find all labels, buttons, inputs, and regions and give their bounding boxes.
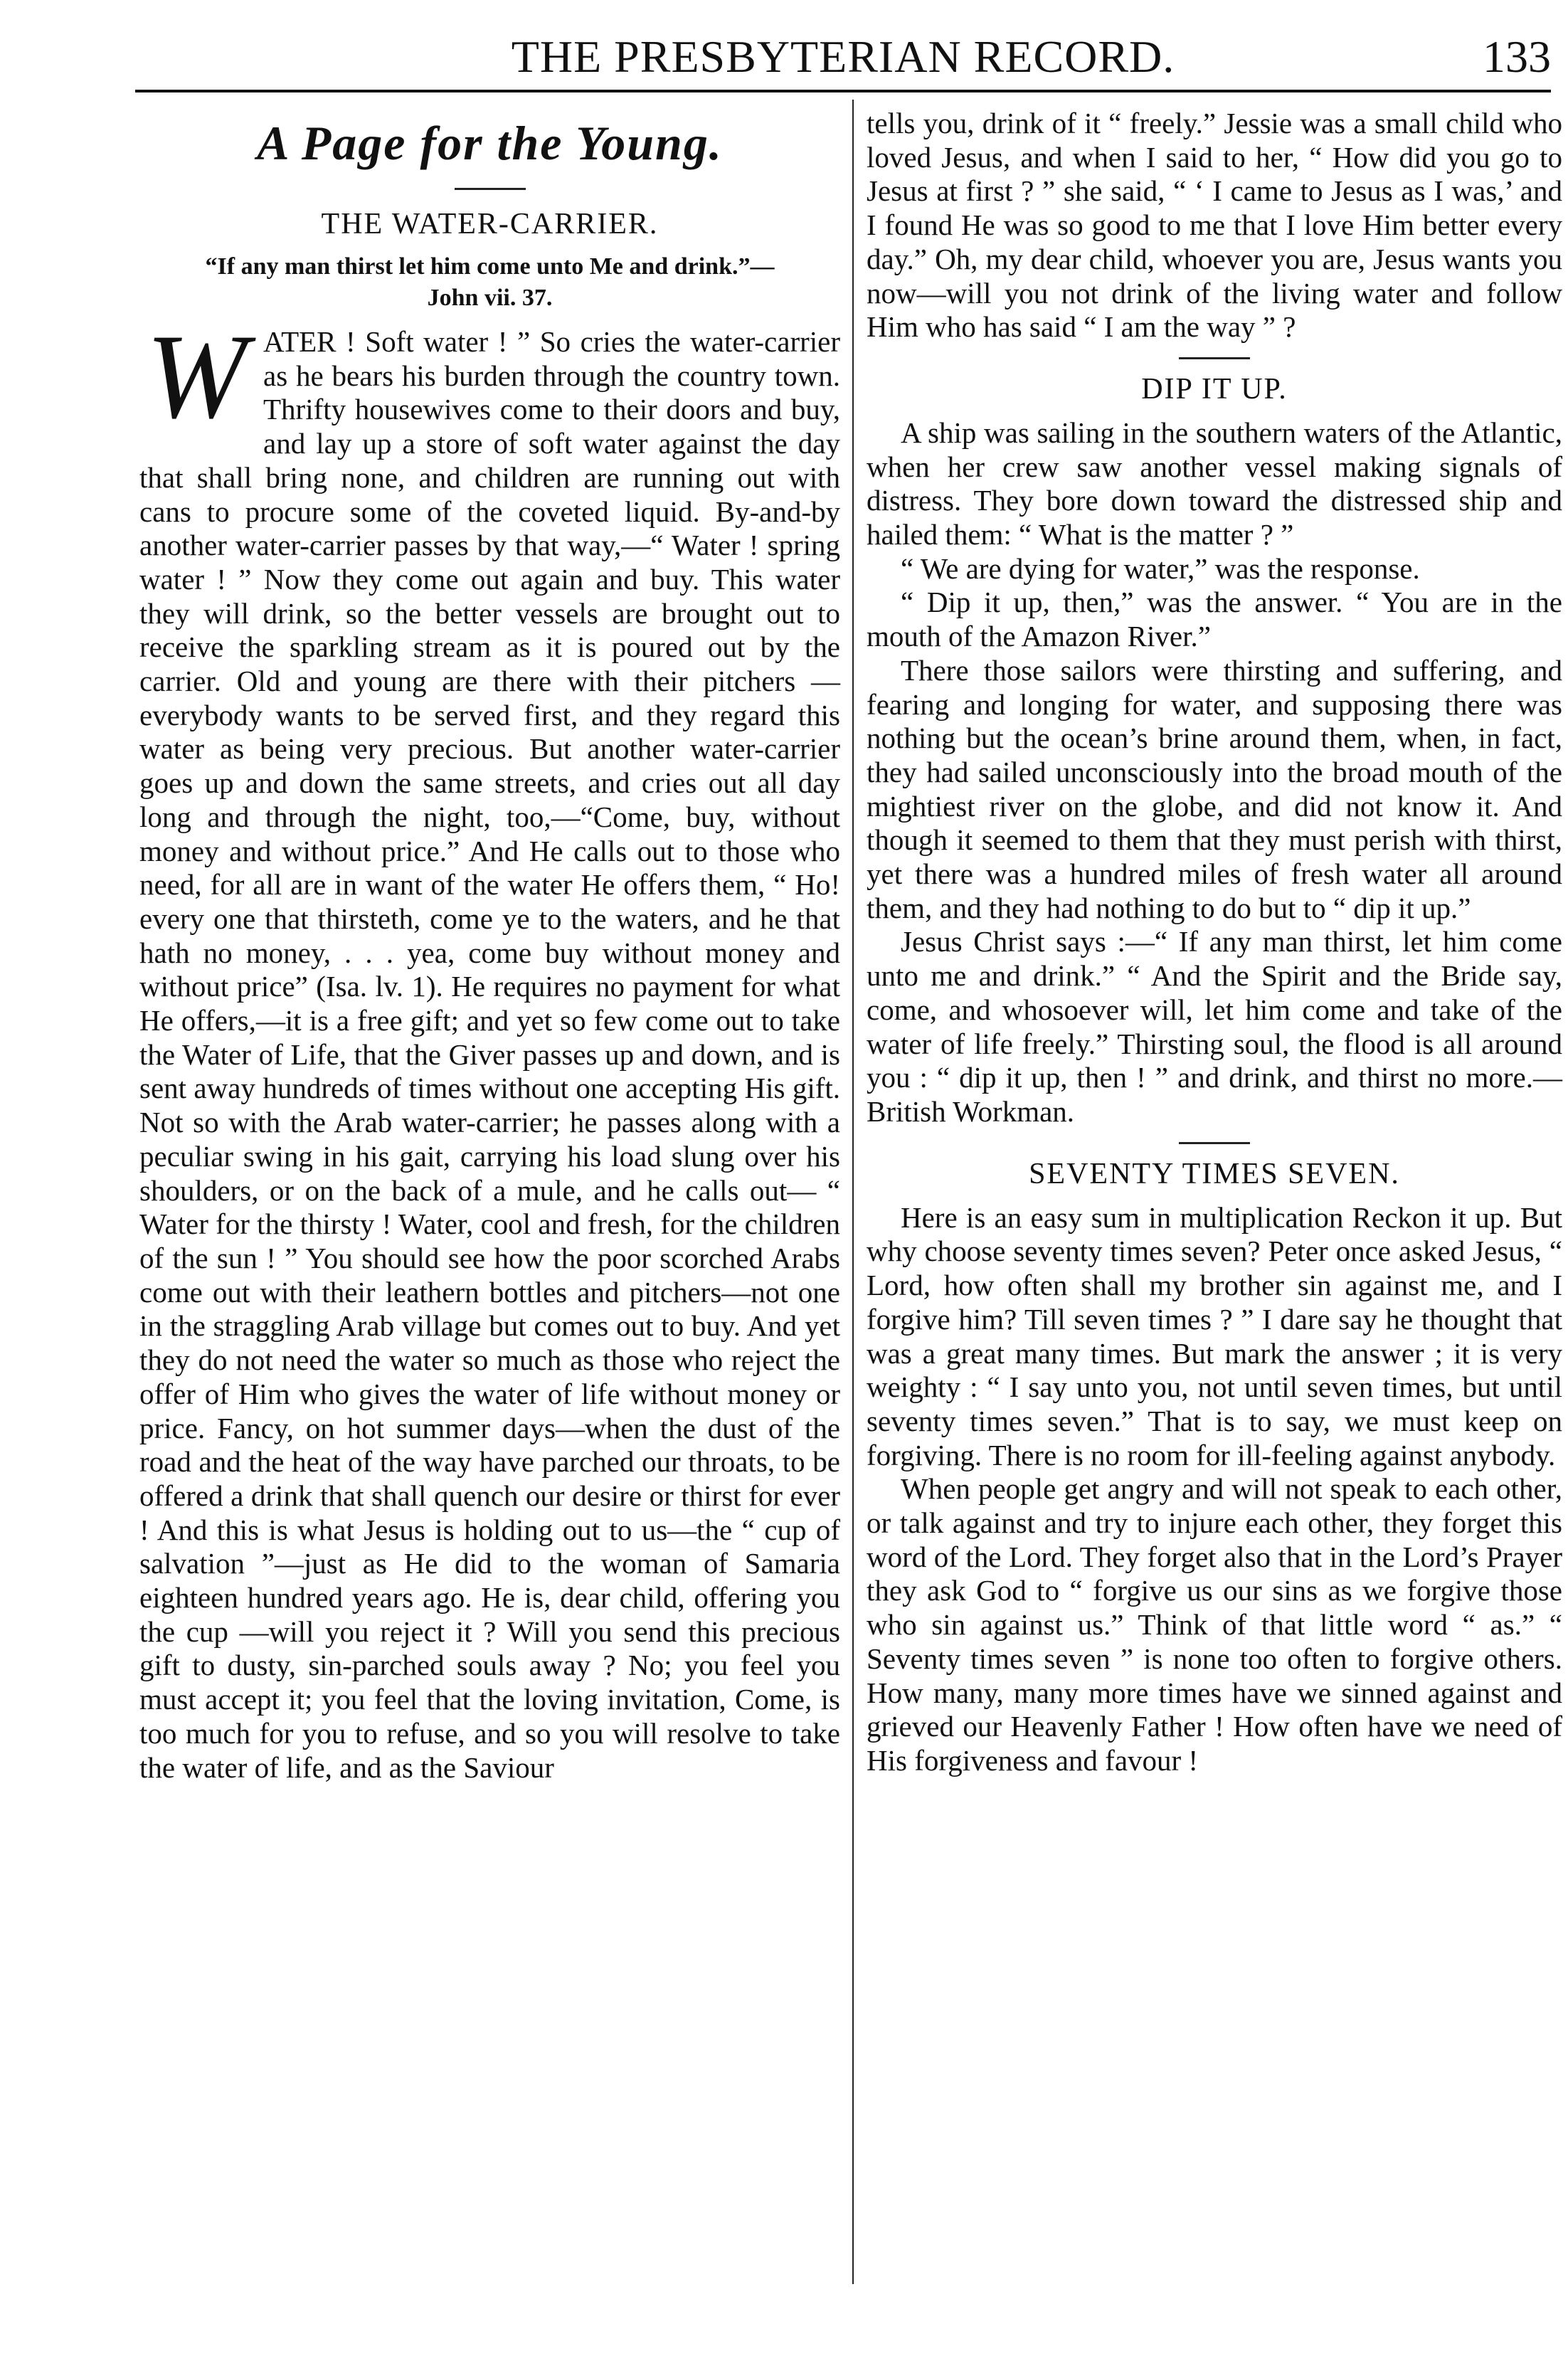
- article-paragraph: Jesus Christ says :—“ If any man thirst, let him come unto me and drink.” “ And the Spirit and the Bride say, come, and whosoever will, let him come and take of the water of life freely.” Thirsting soul, the flood is all around you : “ dip it up, then ! ” and drink, and thirst no more.—British Workman.: [867, 925, 1562, 1128]
- article-title-water-carrier: THE WATER-CARRIER.: [321, 208, 659, 241]
- article-paragraph: Here is an easy sum in multiplication Reckon it up. But why choose seventy times seven? Peter once asked Jesus, “ Lord, how often shall my brother sin against me, and I forgive him? Till seven times ? ” I dare say he thought that was a great many times. But mark the answer ; it is very weighty : “ I say unto you, not until seven times, but until seventy times seven.” That is to say, we must keep on forgiving. There is no room for ill-feeling against anybody.: [867, 1200, 1562, 1471]
- article-paragraph: “ We are dying for water,” was the response.: [901, 551, 1420, 585]
- epigraph-source: John vii. 37.: [427, 285, 553, 311]
- drop-cap: W: [146, 310, 247, 443]
- section-rule: [1179, 1142, 1250, 1144]
- article-title-seventy-times-seven: SEVENTY TIMES SEVEN.: [1029, 1157, 1400, 1190]
- page-heading: A Page for the Young.: [257, 116, 723, 170]
- page-number: 133: [1483, 31, 1551, 82]
- heading-rule: [455, 188, 526, 190]
- epigraph: [139, 251, 840, 314]
- publication-title: THE PRESBYTERIAN RECORD.: [511, 31, 1175, 82]
- article-paragraph: A ship was sailing in the southern waters of the Atlantic, when her crew saw another vessel making signals of distress. They bore down toward the distressed ship and hailed them: “ What is the matter ? ”: [867, 416, 1562, 551]
- column-divider: [852, 100, 854, 2284]
- article-paragraph: [139, 310, 840, 1785]
- left-column: [139, 107, 840, 1785]
- article-continuation: tells you, drink of it “ freely.” Jessie was a small child who loved Jesus, and when I said to her, “ How did you go to Jesus at first ? ” she said, “ ‘ I came to Jesus as I was,’ and I found He was so good to me that I love Him better every day.” Oh, my dear child, whoever you are, Jesus wants you now—will you not drink of the living water and follow Him who has said “ I am the way ” ?: [867, 107, 1562, 344]
- article-paragraph: “ Dip it up, then,” was the answer. “ You are in the mouth of the Amazon River.”: [867, 586, 1562, 653]
- article-title-dip-it-up: DIP IT UP.: [1141, 372, 1288, 406]
- paragraph-text: ATER ! Soft water ! ” So cries the water-carrier as he bears his burden through the country town. Thrifty housewives come to their doors and buy, and lay up a store of soft water against the day that shall bring none, and children are running out with cans to procure some of the coveted liquid. By-and-by another water-carrier passes by that way,—“ Water ! spring water ! ” Now they come out again and buy. This water they will drink, so the better vessels are brought out to receive the sparkling stream as it is poured out by the carrier. Old and young are there with their pitchers —everybody wants to be served first, and they regard this water as being very precious. But another water-carrier goes up and down the same streets, and cries out all day long and through the night, too,—“Come, buy, without money and without price.” And He calls out to those who need, for all are in want of the water He offers them, “ Ho! every one that thirsteth, come ye to the waters, and he that hath no money, . . . yea, come buy without money and without price” (Isa. lv. 1). He requires no payment for what He offers,—it is a free gift; and yet so few come out to take the Water of Life, that the Giver passes up and down, and is sent away hundreds of times without one accepting His gift. Not so with the Arab water-carrier; he passes along with a peculiar swing in his gait, carrying his load slung over his shoulders, or on the back of a mule, and he calls out— “ Water for the thirsty ! Water, cool and fresh, for the children of the sun ! ” You should see how the poor scorched Arabs come out with their leathern bottles and pitchers—not one in the straggling Arab village but comes out to buy. And yet they do not need the water so much as those who reject the offer of Him who gives the water of life without money or price. Fancy, on hot summer days—when the dust of the road and the heat of the way have parched our throats, to be offered a drink that shall quench our desire or thirst for ever ! And this is what Jesus is holding out to us—the “ cup of salvation ”—just as He did to the woman of Samaria eighteen hundred years ago. He is, dear child, offering you the cup —will you reject it ? Will you send this precious gift to dusty, sin-parched souls away ? No; you feel you must accept it; you feel that the loving invitation, Come, is too much for you to refuse, and so you will resolve to take the water of life, and as the Saviour: [139, 325, 840, 1784]
- section-rule: [1179, 357, 1250, 359]
- article-paragraph: There those sailors were thirsting and suffering, and fearing and longing for water, and supposing there was nothing but the ocean’s brine around them, when, in fact, they had sailed unconsciously into the broad mouth of the mightiest river on the globe, and did not know it. And though it seemed to them that they must perish with thirst, yet there was a hundred miles of fresh water all around them, and they had nothing to do but to “ dip it up.”: [867, 653, 1562, 924]
- right-column: [867, 107, 1562, 1778]
- epigraph-quote: “If any man thirst let him come unto Me and drink.”—: [205, 253, 775, 280]
- running-header: [135, 26, 1551, 93]
- article-paragraph: When people get angry and will not speak to each other, or talk against and try to injure each other, they forget this word of the Lord. They forget also that in the Lord’s Prayer they ask God to “ forgive us our sins as we forgive those who sin against us.” Think of that little word “ as.” “ Seventy times seven ” is none too often to forgive others. How many, many more times have we sinned against and grieved our Heavenly Father ! How often have we need of His forgiveness and favour !: [867, 1472, 1562, 1777]
